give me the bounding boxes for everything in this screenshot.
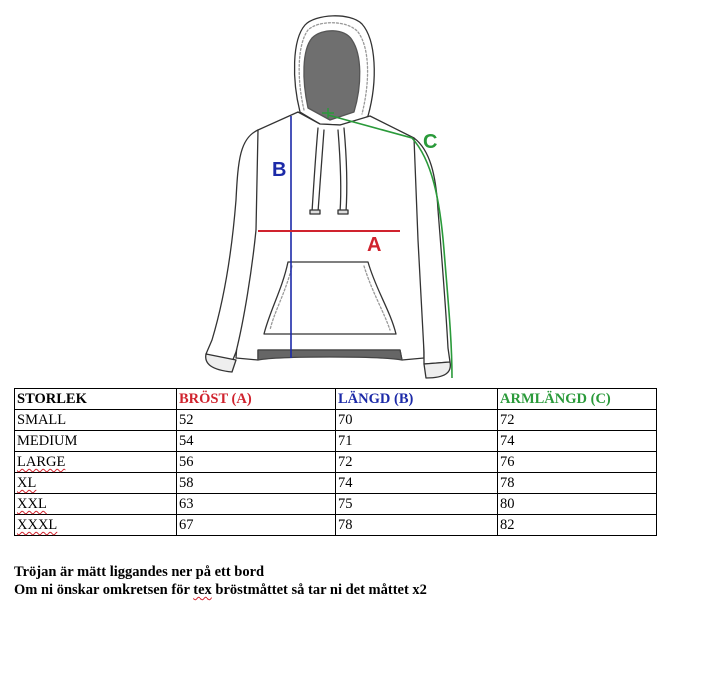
table-row <box>15 410 657 431</box>
langd-cell: 74 <box>336 473 498 494</box>
size-cell: XL <box>15 473 177 494</box>
armlangd-cell: 76 <box>498 452 657 473</box>
brost-cell: 52 <box>177 410 336 431</box>
note-measured-flat: Tröjan är mätt liggandes ner på ett bord <box>14 564 265 580</box>
table-row <box>15 494 657 515</box>
size-cell: XXXL <box>15 515 177 536</box>
table-row <box>15 431 657 452</box>
langd-cell: 71 <box>336 431 498 452</box>
size-cell: LARGE <box>15 452 177 473</box>
brost-cell: 54 <box>177 431 336 452</box>
hood-inner <box>304 31 360 120</box>
armlangd-cell: 80 <box>498 494 657 515</box>
note-circumference: Om ni önskar omkretsen för tex bröstmåttet så tar ni det måttet x2 <box>14 582 427 598</box>
table-row <box>15 473 657 494</box>
brost-cell: 58 <box>177 473 336 494</box>
right-cuff <box>424 362 450 378</box>
brost-cell: 56 <box>177 452 336 473</box>
label-c: C <box>423 131 438 153</box>
waistband <box>258 350 402 360</box>
label-a: A <box>367 234 382 256</box>
table-row <box>15 452 657 473</box>
size-cell: XXL <box>15 494 177 515</box>
brost-cell: 67 <box>177 515 336 536</box>
header-langd: LÄNGD (B) <box>336 389 498 410</box>
table-header-row <box>15 389 657 410</box>
armlangd-cell: 74 <box>498 431 657 452</box>
size-cell: MEDIUM <box>15 431 177 452</box>
label-b: B <box>272 159 287 181</box>
size-table <box>14 388 657 536</box>
header-armlangd: ARMLÄNGD (C) <box>498 389 657 410</box>
hoodie-measurement-diagram <box>190 10 470 382</box>
langd-cell: 72 <box>336 452 498 473</box>
armlangd-cell: 82 <box>498 515 657 536</box>
armlangd-cell: 78 <box>498 473 657 494</box>
langd-cell: 78 <box>336 515 498 536</box>
size-cell: SMALL <box>15 410 177 431</box>
armlangd-cell: 72 <box>498 410 657 431</box>
langd-cell: 70 <box>336 410 498 431</box>
header-brost: BRÖST (A) <box>177 389 336 410</box>
table-row <box>15 515 657 536</box>
brost-cell: 63 <box>177 494 336 515</box>
langd-cell: 75 <box>336 494 498 515</box>
header-storlek: STORLEK <box>15 389 177 410</box>
